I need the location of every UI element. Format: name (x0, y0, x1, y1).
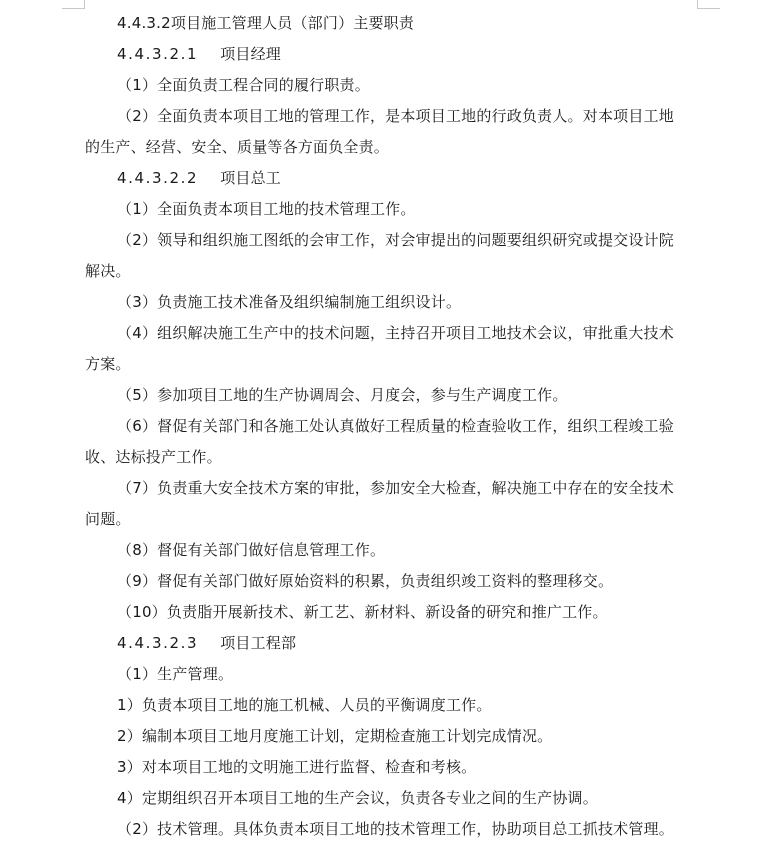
subsection-number: 4.4.3.2.3 (117, 634, 199, 652)
subsection-heading-project-manager (85, 39, 705, 70)
paragraph-line: （4）组织解决施工生产中的技术问题，主持召开项目工地技术会议，审批重大技术 (117, 324, 674, 342)
paragraph-line: （1）全面负责本项目工地的技术管理工作。 (117, 200, 416, 218)
subsection-title: 项目工程部 (220, 634, 297, 652)
paragraph-line: （1）生产管理。 (117, 665, 234, 683)
list-item: 1）负责本项目工地的施工机械、人员的平衡调度工作。 (117, 696, 492, 714)
paragraph-line-continuation: 问题。 (85, 510, 131, 528)
subsection-number: 4.4.3.2.2 (117, 169, 199, 187)
paragraph-line: （8）督促有关部门做好信息管理工作。 (117, 541, 386, 559)
subsection-title: 项目经理 (220, 45, 282, 63)
paragraph-line: （9）督促有关部门做好原始资料的积累，负责组织竣工资料的整理移交。 (117, 572, 614, 590)
subsection-title: 项目总工 (220, 169, 282, 187)
paragraph-line: （3）负责施工技术准备及组织编制施工组织设计。 (117, 293, 462, 311)
section-heading: 4.4.3.2项目施工管理人员（部门）主要职责 (117, 14, 415, 32)
subsection-heading-engineering-dept (85, 628, 705, 659)
paragraph-line: （2）领导和组织施工图纸的会审工作，对会审提出的问题要组织研究或提交设计院 (117, 231, 674, 249)
paragraph-line: （1）全面负责工程合同的履行职责。 (117, 76, 370, 94)
paragraph-line-continuation: 方案。 (85, 355, 131, 373)
paragraph-line: （2）技术管理。具体负责本项目工地的技术管理工作，协助项目总工抓技术管理。 (117, 820, 674, 838)
paragraph-line-continuation: 收、达标投产工作。 (85, 448, 222, 466)
paragraph-line: （10）负责脂开展新技术、新工艺、新材料、新设备的研究和推广工作。 (117, 603, 608, 621)
paragraph-line-continuation: 的生产、经营、安全、质量等各方面负全责。 (85, 138, 390, 156)
paragraph-line: （7）负责重大安全技术方案的审批，参加安全大检查，解决施工中存在的安全技术 (117, 479, 674, 497)
list-item: 4）定期组织召开本项目工地的生产会议，负责各专业之间的生产协调。 (117, 789, 598, 807)
paragraph-line: （2）全面负责本项目工地的管理工作，是本项目工地的行政负责人。对本项目工地 (117, 107, 674, 125)
subsection-heading-chief-engineer (85, 163, 705, 194)
subsection-number: 4.4.3.2.1 (117, 45, 199, 63)
paragraph-line-continuation: 解决。 (85, 262, 131, 280)
paragraph-line: （6）督促有关部门和各施工处认真做好工程质量的检查验收工作，组织工程竣工验 (117, 417, 674, 435)
document-body (85, 8, 705, 845)
margin-corner-mark-left (62, 0, 85, 9)
list-item: 3）对本项目工地的文明施工进行监督、检查和考核。 (117, 758, 477, 776)
paragraph-line: （5）参加项目工地的生产协调周会、月度会，参与生产调度工作。 (117, 386, 568, 404)
list-item: 2）编制本项目工地月度施工计划，定期检查施工计划完成情况。 (117, 727, 553, 745)
